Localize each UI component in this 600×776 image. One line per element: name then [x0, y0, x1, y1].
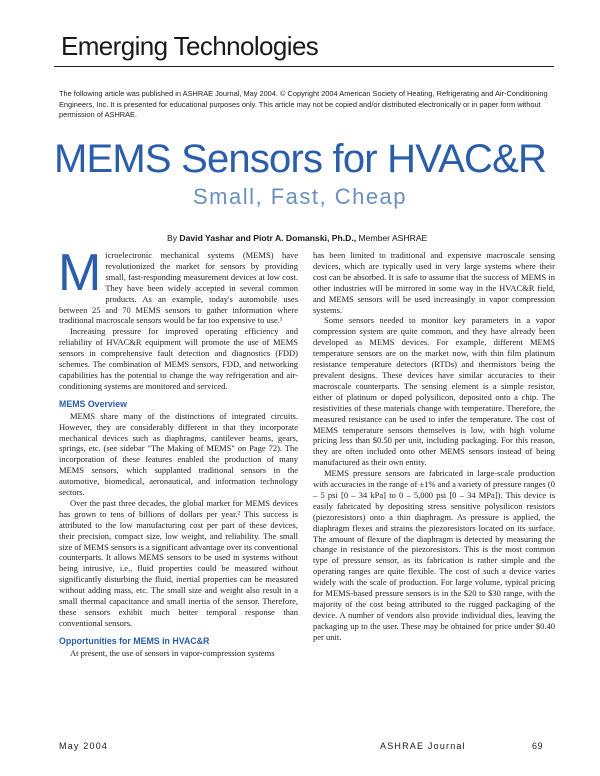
paragraph: MEMS pressure sensors are fabricated in large-scale production with accuracies in the range of ±1% and a variety of pressure ranges (0 – 5 psi [0 – 34 kPa] to 0 – 5,000 psi [0 – 34 MPa]). This device is easily fabricated by depositing stress sensitive polysilicon resistors (piezoresistors) onto a thin diaphragm. As pressure is applied, the diaphragm flexes and strains the piezoresistors located on its surface. The amount of flexure of the diaphragm is detected by measuring the change in resistance of the piezoresistors. This is the most common type of pressure sensor, as its fabrication is rather simple and the operating ranges are quite flexible. The cost of such a device varies widely with the scale of production. For large volume, typical pricing for MEMS-based pressure sensors is in the $20 to $30 range, with the majority of the cost being attributed to the rugged packaging of the device. A number of vendors also provide individual dies, leaving the packaging up to the user. These may be obtained for price under $0.40 per unit. [313, 468, 555, 642]
paragraph: MEMS share many of the distinctions of integrated circuits. However, they are considerably different in that they incorporate mechanical devices such as diaphragms, cantilever beams, gears, springs, etc. (see sidebar "The Making of MEMS" on Page 72). The incorporation of these features enabled the production of many MEMS sensors, which supplanted traditional sensors in the automotive, biomedical, aeronautical, and information technology sectors. [59, 410, 298, 498]
left-column [58, 244, 298, 659]
section-header: Emerging Technologies [61, 31, 319, 61]
paragraph: Increasing pressure for improved operating efficiency and reliability of HVAC&R equipment will promote the use of MEMS sensors in comprehensive fault detection and diagnostics (FDD) schemes. The combination of MEMS sensors, FDD, and networking capabilities has the potential to change the way refrigeration and air-conditioning systems are monitored and serviced. [59, 326, 298, 391]
subheading: MEMS Overview [59, 398, 127, 409]
paragraph: Some sensors needed to monitor key parameters in a vapor compression system are quite common, and they have already been developed as MEMS devices. For example, different MEMS temperature sensors are on the market now, with thin film platinum resistance temperature detectors (RTDs) and thermistors being the prevalent designs. These devices have similar accuracies to their macroscale counterparts. The sensing element is a simple resistor, either of platinum or doped polysilicon, deposited onto a chip. The resistivities of these materials change with temperature. Therefore, the measured resistance can be used to infer the temperature. The cost of MEMS temperature sensors themselves is low, with high volume pricing less than $0.50 per unit, including packaging. For this reason, they are often included onto other MEMS sensors instead of being manufactured as their own entity. [313, 315, 555, 468]
footer-date: May 2004 [59, 741, 109, 751]
copyright-notice: The following article was published in ASHRAE Journal, May 2004. © Copyright 2004 American Society of Heating, Refrigerating and Air-Conditioning Engineers, Inc. It is presented for educational purposes only. This article may not be copied and/or distributed electronically or in paper form without permission of ASHRAE. [59, 89, 548, 120]
page-number: 69 [532, 741, 544, 751]
right-column [313, 250, 555, 643]
byline-prefix: By [167, 233, 180, 243]
footer-journal: ASHRAE Journal [380, 741, 466, 751]
author-membership: Member ASHRAE [356, 233, 428, 243]
author-names: David Yashar and Piotr A. Domanski, Ph.D., [179, 233, 357, 243]
drop-cap: M [58, 244, 102, 302]
byline [167, 233, 547, 243]
article-subtitle: Small, Fast, Cheap [192, 184, 408, 209]
paragraph [58, 244, 298, 326]
paragraph: has been limited to traditional and expensive macroscale sensing devices, which are typically used in very large systems where their cost can be absorbed. It is safe to assume that the success of MEMS in other industries will be mirrored in some way in the HVAC&R field, and MEMS sensors will be used increasingly in vapor compression systems. [313, 250, 555, 315]
paragraph: At present, the use of sensors in vapor-compression systems [70, 647, 275, 658]
subheading: Opportunities for MEMS in HVAC&R [59, 635, 210, 646]
paragraph-text: icroelectronic mechanical systems (MEMS) have revolutionized the market for sensors by providing small, fast-responding measurement devices at low cost. They have been widely accepted in several common products. As an example, today's automobile uses between 25 and 70 MEMS sensors to gather information where traditional macroscale sensors would be far too expensive to use.¹ [59, 250, 298, 326]
article-title: MEMS Sensors for HVAC&R [53, 137, 547, 181]
section-rule [54, 66, 554, 67]
paragraph: Over the past three decades, the global market for MEMS devices has grown to tens of billions of dollars per year.² This success is attributed to the low manufacturing cost per part of these devices, their precision, compact size, low weight, and reliability. The small size of MEMS sensors is a significant advantage over its conventional counterparts. It allows MEMS sensors to be used in systems without being intrusive, i.e., fluid properties could be measured without significantly disturbing the fluid, inertial properties can be measured without adding mass, etc. The small size and weight also result in a small thermal capacitance and small inertia of the sensor. Therefore, these sensors exhibit much better temporal response than conventional sensors. [59, 497, 298, 628]
